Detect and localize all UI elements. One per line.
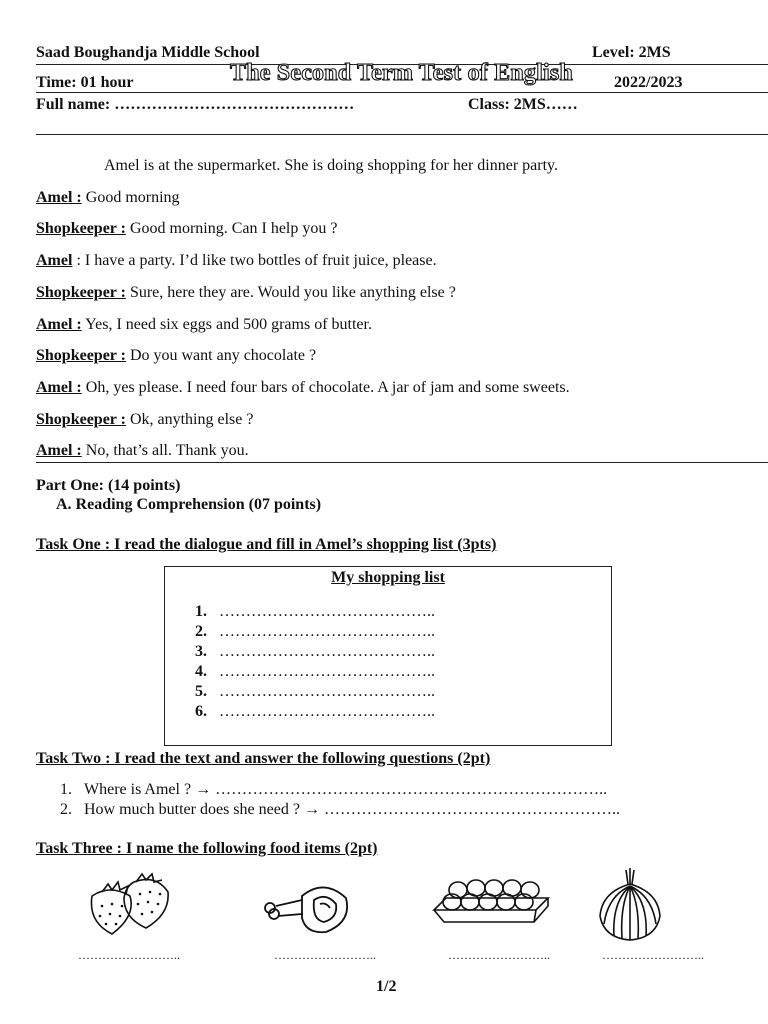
school-year: 2022/2023 — [614, 74, 683, 91]
speaker-label: Shopkeeper : — [36, 220, 126, 237]
speaker-label: Shopkeeper : — [36, 347, 126, 364]
section-divider — [36, 462, 768, 463]
dialogue-text: Yes, I need six eggs and 500 grams of butter. — [81, 316, 372, 333]
level-label: Level: 2MS — [592, 44, 671, 61]
full-name-field[interactable]: Full name: ……………………………………… — [36, 96, 355, 113]
eggs-tray-icon — [430, 876, 552, 938]
speaker-label: Shopkeeper : — [36, 411, 126, 428]
dialogue-text: No, that’s all. Thank you. — [81, 442, 249, 459]
speaker-label: Amel : — [36, 316, 82, 333]
shopping-list-item[interactable]: 2. ………………………………….. — [195, 623, 435, 640]
shopping-list-title: My shopping list — [331, 569, 445, 586]
task-one-title: Task One : I read the dialogue and fill in Amel’s shopping list (3pts) — [36, 536, 497, 553]
dialogue-text: Ok, anything else ? — [125, 411, 254, 428]
dialogue-line — [36, 442, 249, 460]
speaker-label: Amel — [36, 252, 73, 269]
dialogue-line — [36, 379, 570, 397]
page-number: 1/2 — [376, 978, 397, 995]
speaker-label: Amel : — [36, 442, 82, 459]
shopping-list-item[interactable]: 3. ………………………………….. — [195, 643, 435, 660]
shopping-list-item[interactable]: 4. ………………………………….. — [195, 663, 435, 680]
answer-blank[interactable]: …………………….. — [78, 948, 180, 962]
shopping-list-box — [164, 566, 612, 746]
speaker-label: Amel : — [36, 379, 82, 396]
dialogue-line — [36, 347, 316, 365]
dialogue-text: : I have a party. I’d like two bottles of fruit juice, please. — [72, 252, 437, 269]
dialogue-text: Do you want any chocolate ? — [125, 347, 317, 364]
dialogue-line — [36, 284, 456, 302]
dialogue-text: Oh, yes please. I need four bars of chocolate. A jar of jam and some sweets. — [81, 379, 570, 396]
dialogue-line — [36, 220, 337, 238]
intro-text: Amel is at the supermarket. She is doing shopping for her dinner party. — [104, 157, 558, 174]
question-item[interactable]: 2. How much butter does she need ? → ……………………………………………….. — [60, 801, 620, 818]
class-field[interactable]: Class: 2MS…… — [468, 96, 578, 113]
answer-blank[interactable]: …………………….. — [448, 948, 550, 962]
shopping-list-item[interactable]: 6. ………………………………….. — [195, 703, 435, 720]
dialogue-line — [36, 252, 437, 270]
school-name: Saad Boughandja Middle School — [36, 44, 260, 61]
header-rule-3 — [36, 134, 768, 135]
dialogue-text: Sure, here they are. Would you like anything else ? — [125, 284, 456, 301]
task-three-title: Task Three : I name the following food items (2pt) — [36, 840, 378, 857]
shopping-list-item[interactable]: 5. ………………………………….. — [195, 683, 435, 700]
task-two-title: Task Two : I read the text and answer the following questions (2pt) — [36, 750, 491, 767]
part-one-heading: Part One: (14 points) — [36, 477, 181, 494]
speaker-label: Amel : — [36, 189, 82, 206]
header-rule-2 — [36, 92, 768, 93]
dialogue-text: Good morning — [81, 189, 180, 206]
question-item[interactable]: 1. Where is Amel ? → ……………………………………………………………….. — [60, 781, 608, 798]
time-label: Time: 01 hour — [36, 74, 134, 91]
strawberries-icon — [84, 868, 174, 936]
answer-blank[interactable]: …………………….. — [274, 948, 376, 962]
shopping-list-item[interactable]: 1. ………………………………….. — [195, 603, 435, 620]
answer-blank[interactable]: …………………….. — [602, 948, 704, 962]
onion-icon — [596, 866, 666, 942]
dialogue-text: Good morning. Can I help you ? — [125, 220, 338, 237]
dialogue-line — [36, 316, 372, 334]
page-title: The Second Term Test of English — [230, 60, 573, 86]
meat-leg-icon — [262, 878, 352, 938]
dialogue-line — [36, 189, 180, 207]
speaker-label: Shopkeeper : — [36, 284, 126, 301]
section-a-heading: A. Reading Comprehension (07 points) — [56, 496, 322, 513]
dialogue-line — [36, 411, 253, 429]
